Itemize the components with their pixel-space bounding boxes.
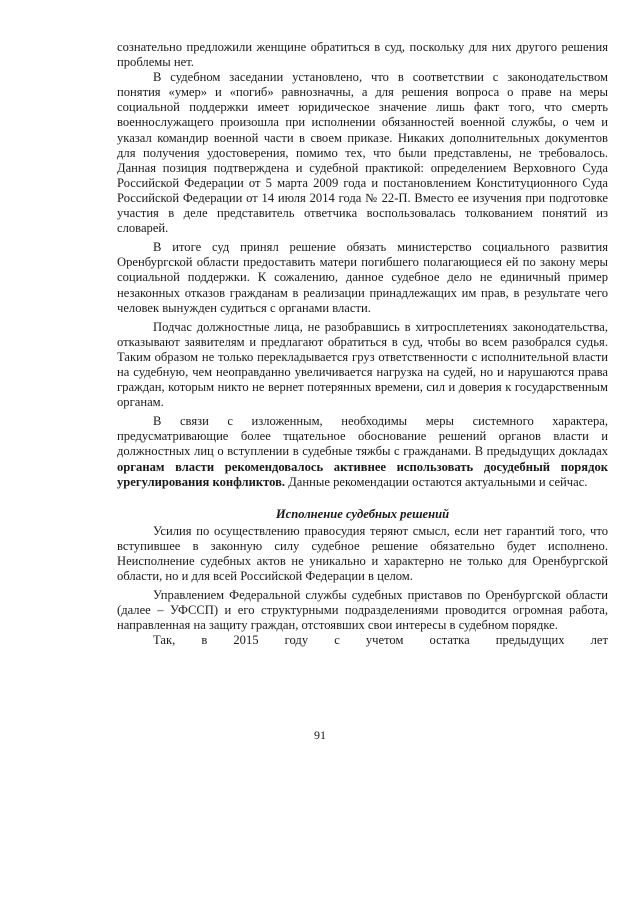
paragraph-1: сознательно предложили женщине обратиться в суд, поскольку для них другого решения проблемы нет.	[117, 40, 608, 70]
paragraph-2: В судебном заседании установлено, что в соответствии с законодательством понятия «умер» и «погиб» равнозначны, а для решения вопроса о праве на меры социальной поддержки имеет юридическое значение лишь факт того, что смерть военнослужащего произошла при исполнении обязанностей военной службы, о чем и указал командир военной части в своем приказе. Никаких дополнительных документов для получения удостоверения, помимо тех, что были представлены, не требовалось. Данная позиция подтверждена и судебной практикой: определением Верховного Суда Российской Федерации от 5 марта 2009 года и постановлением Конституционного Суда Российской Федерации от 14 июля 2014 года № 22-П. Вместо ее изучения при подготовке участия в деле представитель ответчика воспользовалась толкованием понятий из словарей.	[117, 70, 608, 236]
section-heading: Исполнение судебных решений	[275, 506, 450, 521]
document-page	[117, 40, 608, 649]
paragraph-5-text: В связи с изложенным, необходимы меры системного характера, предусматривающие более тщательное обоснование решений органов власти и должностных лиц о вступлении в судебные тяжбы с гражданами. В предыдущих докладах	[117, 414, 608, 459]
paragraph-3: В итоге суд принял решение обязать министерство социального развития Оренбургской области предоставить матери погибшего полагающиеся ей по закону меры социальной поддержки. К сожалению, данное судебное дело не единичный пример незаконных отказов гражданам в реализации принадлежащих им прав, в результате чего человек вынужден судиться с органами власти.	[117, 240, 608, 315]
paragraph-7: Управлением Федеральной службы судебных приставов по Оренбургской области (далее – УФССП) и его структурными подразделениями проводится огромная работа, направленная на защиту граждан, отстоявших свои интересы в судебном порядке.	[117, 588, 608, 633]
paragraph-5	[117, 414, 608, 489]
paragraph-4: Подчас должностные лица, не разобравшись в хитросплетениях законодательства, отказывают заявителям и предлагают обратиться в суд, чтобы во всем разобрался судья. Таким образом не только перекладывается груз ответственности с исполнительной власти на судебную, чем неоправданно увеличивается нагрузка на судей, но и нарушаются права граждан, которым никто не вернет потерянных времени, сил и доверия к государственным органам.	[117, 319, 608, 410]
page-number: 91	[314, 728, 326, 742]
paragraph-5-bold: органам власти рекомендовалось активнее использовать досудебный порядок урегулирования конфликтов.	[117, 459, 608, 489]
paragraph-8: Так, в 2015 году с учетом остатка предыдущих лет	[153, 633, 608, 648]
paragraph-6: Усилия по осуществлению правосудия теряют смысл, если нет гарантий того, что вступившее в законную силу судебное решение обязательно будет исполнено. Неисполнение судебных актов не уникально и характерно не только для Оренбургской области, но и для всей Российской Федерации в целом.	[117, 523, 608, 584]
paragraph-5-end: Данные рекомендации остаются актуальными и сейчас.	[285, 474, 588, 489]
